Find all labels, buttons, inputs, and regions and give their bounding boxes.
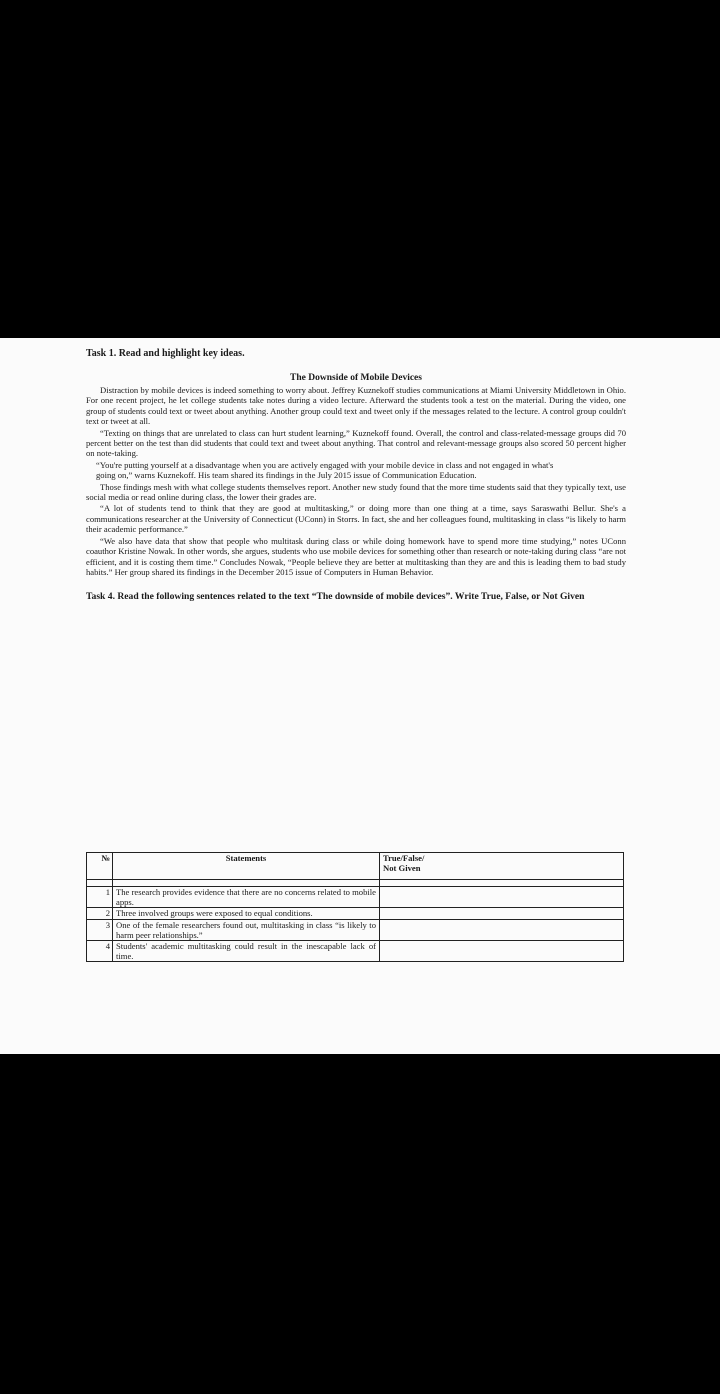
row-number: 1 xyxy=(87,887,113,908)
article-paragraph: “We also have data that show that people who multitask during class or while doing homework have to spend more time studying,” notes UConn coauthor Kristine Nowak. In other words, she argues, students who use mobile devices for something other than research or note-taking during class “are not efficient, and it is costing them time.” Concludes Nowak, “People believe they are better at multitasking than they are and this is leading them to bad study habits.” Her group shared its findings in the December 2015 issue of Computers in Human Behavior. xyxy=(86,535,626,577)
article-paragraph: “Texting on things that are unrelated to class can hurt student learning,” Kuznekoff found. Overall, the control and class-related-message groups did 70 percent better on the test than did students that could text and tweet about anything. That control and relevant-message groups also scored 50 percent higher on note-taking. xyxy=(86,427,626,459)
row-statement: Three involved groups were exposed to equal conditions. xyxy=(113,908,380,919)
row-answer-cell[interactable] xyxy=(380,941,624,962)
table-row xyxy=(87,941,624,962)
row-answer-cell[interactable] xyxy=(380,908,624,919)
row-statement: The research provides evidence that there are no concerns related to mobile apps. xyxy=(113,887,380,908)
article-paragraph: Those findings mesh with what college students themselves report. Another new study found that the more time students said that they typically text, use social media or read online during class, the lower their grades are. xyxy=(86,481,626,503)
header-statements: Statements xyxy=(113,853,380,880)
header-number: № xyxy=(87,853,113,880)
table-row xyxy=(87,919,624,940)
header-answer-line1: True/False/ xyxy=(383,853,425,863)
article-paragraph: Distraction by mobile devices is indeed something to worry about. Jeffrey Kuznekoff studies communications at Miami University Middletown in Ohio. For one recent project, he let college students take notes during a video lecture. Afterward the students took a test on the material. During the video, one group of students could text or tweet about anything. Another group could text and tweet only if the messages related to the lecture. A control group couldn't text or tweet at all. xyxy=(86,385,626,427)
header-answer-line2: Not Given xyxy=(383,863,421,874)
task4-heading: Task 4. Read the following sentences related to the text “The downside of mobile devices”. Write True, False, or Not Given xyxy=(86,591,585,603)
row-number: 4 xyxy=(87,941,113,962)
article-quote-paragraph: “You're putting yourself at a disadvantage when you are actively engaged with your mobile device in class and not engaged in what's going on,” warns Kuznekoff. His team shared its findings in the July 2015 issue of Communication Education. xyxy=(96,459,554,481)
row-answer-cell[interactable] xyxy=(380,887,624,908)
table-row xyxy=(87,887,624,908)
spacer-cell xyxy=(87,880,113,887)
article-paragraph: “A lot of students tend to think that they are good at multitasking,” or doing more than one thing at a time, says Saraswathi Bellur. She's a communications researcher at the University of Connecticut (UConn) in Storrs. In fact, she and her colleagues found, multitasking in class “is likely to harm their academic performance.” xyxy=(86,503,626,535)
row-number: 3 xyxy=(87,919,113,940)
spacer-cell xyxy=(380,880,624,887)
document-page xyxy=(0,338,720,1054)
row-number: 2 xyxy=(87,908,113,919)
table-spacer-row xyxy=(87,880,624,887)
row-statement: Students' academic multitasking could result in the inescapable lack of time. xyxy=(113,941,380,962)
table-header-row xyxy=(87,853,624,880)
document-content xyxy=(86,348,626,615)
article-title: The Downside of Mobile Devices xyxy=(290,373,422,383)
task1-heading: Task 1. Read and highlight key ideas. xyxy=(86,348,245,359)
statements-table xyxy=(86,852,624,962)
table-row xyxy=(87,908,624,919)
row-statement: One of the female researchers found out, multitasking in class “is likely to harm peer relationships.” xyxy=(113,919,380,940)
statements-table-wrapper xyxy=(64,852,624,962)
row-answer-cell[interactable] xyxy=(380,919,624,940)
spacer-cell xyxy=(113,880,380,887)
header-answer xyxy=(380,853,624,880)
